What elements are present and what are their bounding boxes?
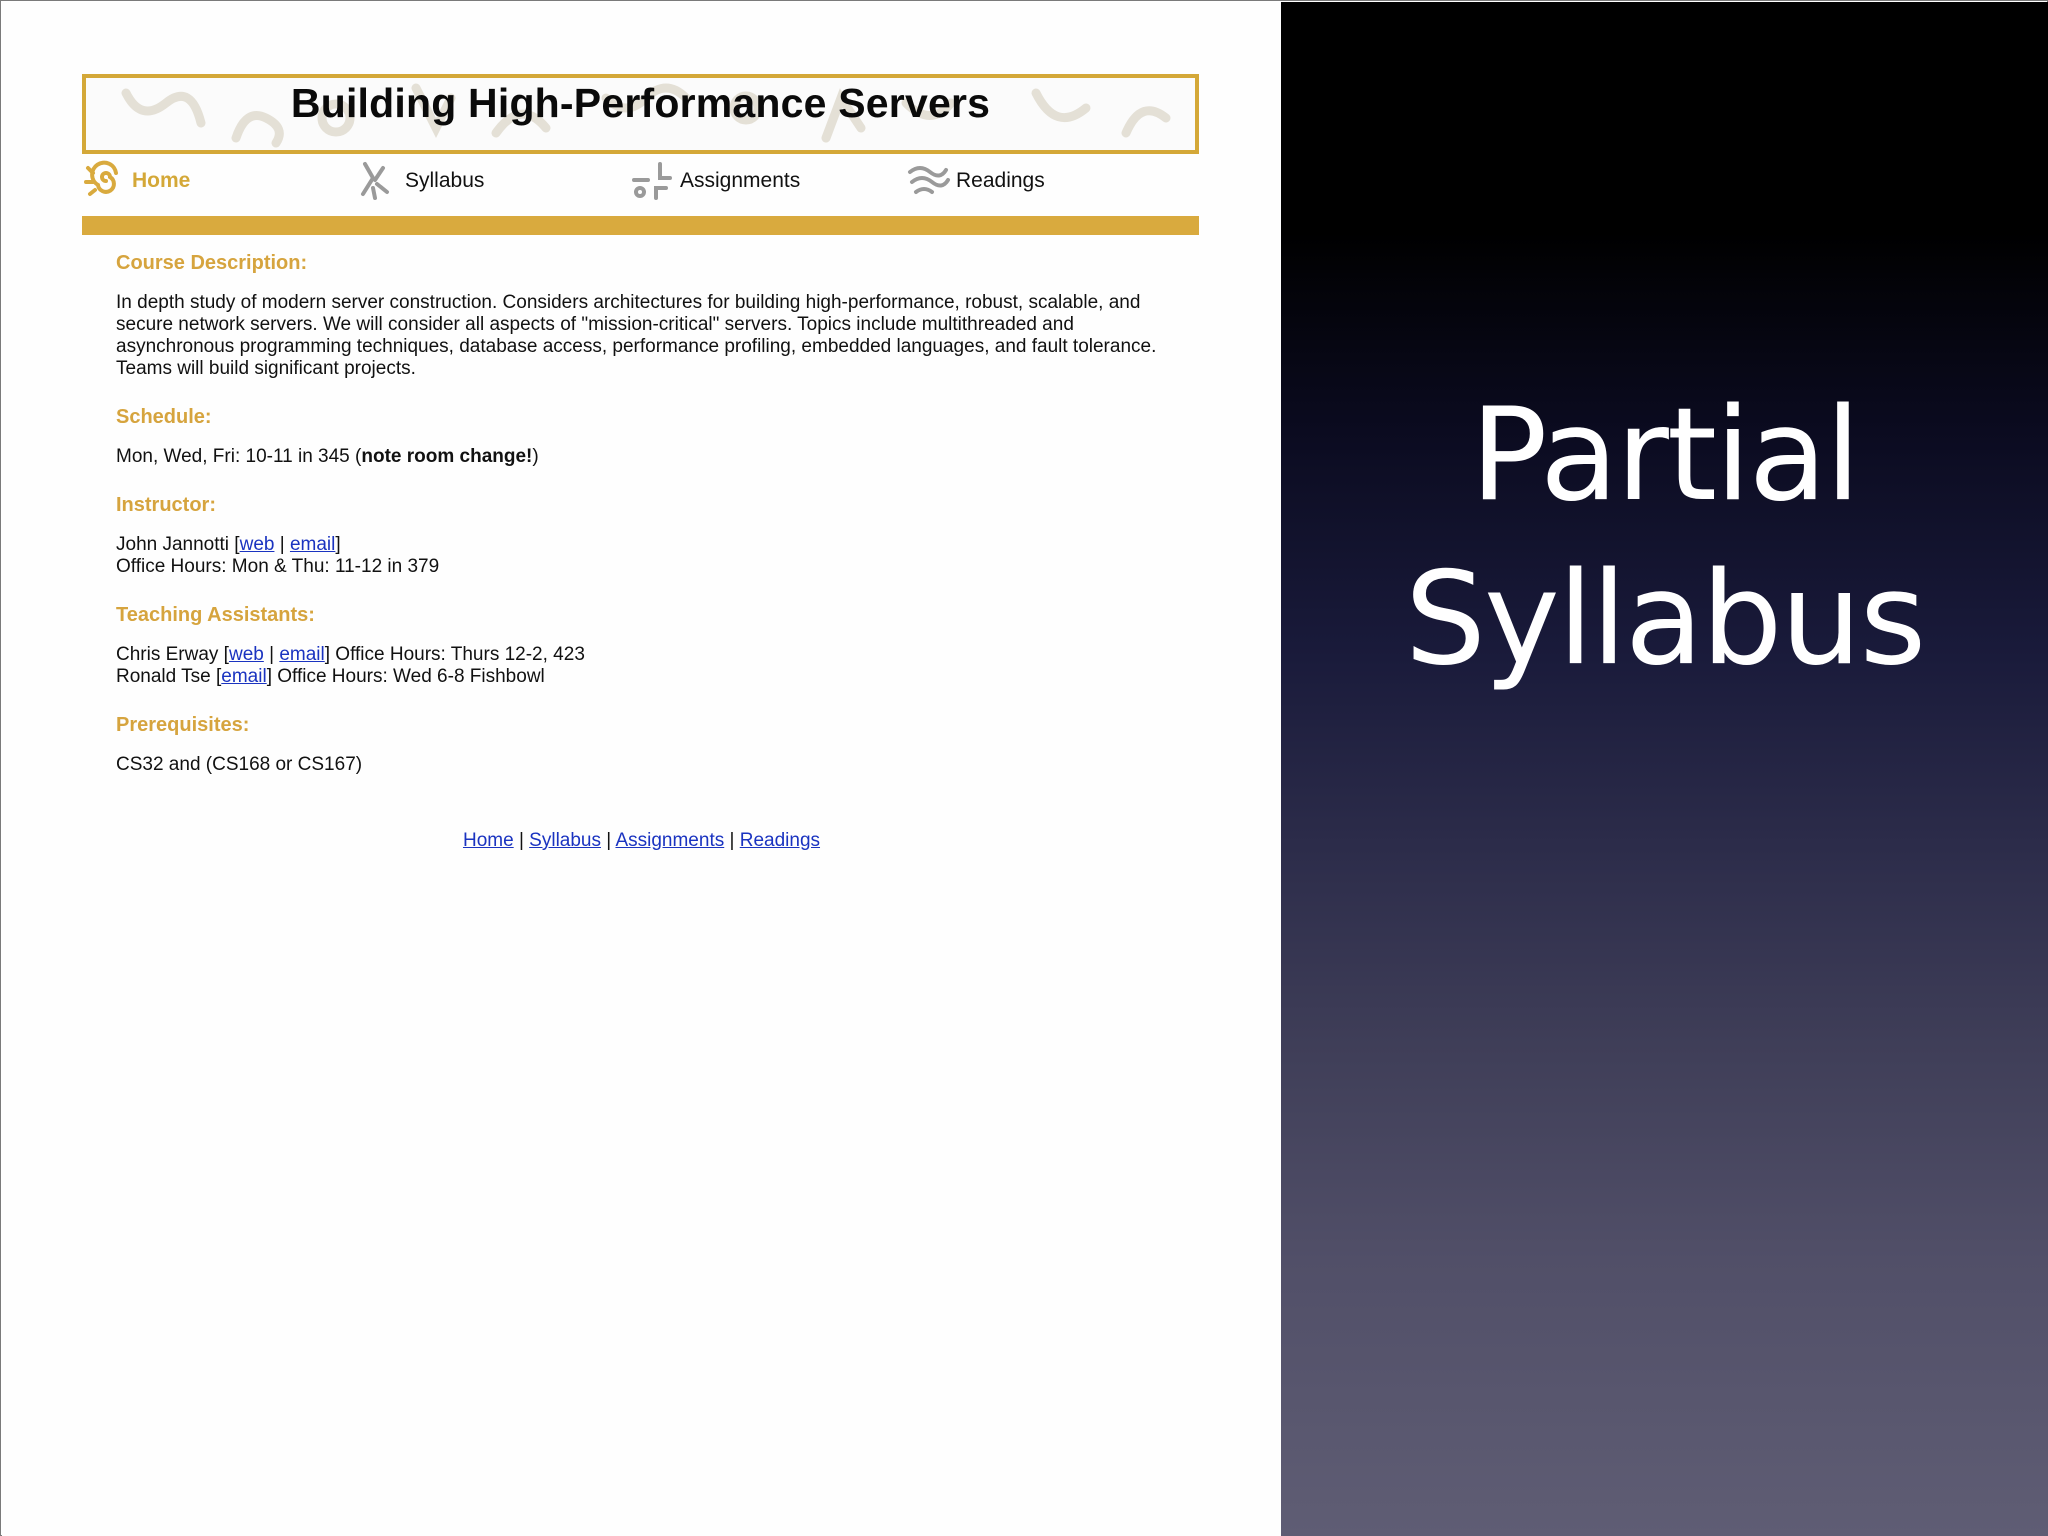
nav-bar	[82, 154, 1199, 208]
instructor-office-hours: Office Hours: Mon & Thu: 11-12 in 379	[116, 556, 440, 577]
prerequisites-text: CS32 and (CS168 or CS167)	[116, 754, 363, 775]
instructor-heading: Instructor:	[116, 494, 216, 516]
room-change-note: note room change!	[361, 446, 533, 467]
footer-link-assignments[interactable]: Assignments	[615, 830, 725, 851]
nav-readings[interactable]	[906, 154, 1045, 208]
course-description-text: In depth study of modern server construction. Considers architectures for building high-performance, robust, scalable, and secure network servers. We will consider all aspects of "mission-critical" servers. Topics include multithreaded and asynchronous programming techniques, database access, performance profiling, embedded languages, and fault tolerance. Teams will build significant projects.	[116, 292, 1157, 379]
slide-title-line1: Partial	[1470, 381, 1859, 530]
instructor-name: John Jannotti [	[116, 534, 240, 555]
nav-syllabus[interactable]	[355, 154, 484, 208]
footer-link-home[interactable]: Home	[462, 830, 514, 851]
teaching-assistants-heading: Teaching Assistants:	[116, 604, 315, 626]
glyph-icon	[630, 158, 676, 204]
schedule-heading: Schedule:	[116, 406, 212, 428]
wave-icon	[906, 158, 952, 204]
course-webpage	[2, 2, 1281, 1536]
instructor-web-link[interactable]: web	[239, 534, 275, 555]
slide-title-line2: Syllabus	[1404, 545, 1925, 694]
page-banner	[82, 74, 1199, 154]
ta1-office-hours: ] Office Hours: Thurs 12-2, 423	[324, 644, 585, 665]
footer-separator: |	[724, 830, 740, 851]
schedule-time: Mon, Wed, Fri: 10-11 in 345 (	[116, 446, 362, 467]
nav-assignments[interactable]	[630, 154, 800, 208]
spiral-icon	[82, 158, 128, 204]
ta2-office-hours: ] Office Hours: Wed 6-8 Fishbowl	[266, 666, 545, 687]
footer-separator: |	[601, 830, 616, 851]
schedule-text	[116, 446, 1176, 468]
footer-link-readings[interactable]: Readings	[739, 830, 821, 851]
ta2-email-link[interactable]: email	[221, 666, 267, 687]
nav-syllabus-label: Syllabus	[405, 169, 485, 192]
slide-title-panel	[1281, 2, 2048, 1536]
footer-nav	[2, 830, 1281, 852]
separator: |	[274, 534, 290, 555]
course-description-heading: Course Description:	[116, 252, 308, 274]
nav-home[interactable]	[82, 154, 190, 208]
page-content	[116, 248, 1176, 798]
squiggle-icon	[355, 158, 401, 204]
ta1-email-link[interactable]: email	[279, 644, 325, 665]
nav-readings-label: Readings	[956, 169, 1045, 192]
ta1-web-link[interactable]: web	[228, 644, 264, 665]
nav-home-label: Home	[132, 169, 191, 192]
nav-assignments-label: Assignments	[680, 169, 801, 192]
footer-separator: |	[513, 830, 530, 851]
teaching-assistants-info	[116, 644, 1176, 688]
ta1-name: Chris Erway [	[116, 644, 229, 665]
bracket-close: ]	[335, 534, 341, 555]
schedule-close: )	[532, 446, 539, 467]
instructor-info	[116, 534, 1176, 578]
instructor-email-link[interactable]: email	[289, 534, 336, 555]
footer-link-syllabus[interactable]: Syllabus	[529, 830, 601, 851]
prerequisites-heading: Prerequisites:	[116, 714, 250, 736]
ta2-name: Ronald Tse [	[116, 666, 222, 687]
page-title: Building High-Performance Servers	[290, 80, 991, 126]
separator: |	[263, 644, 280, 665]
slide-title	[1281, 374, 2048, 702]
nav-divider	[82, 216, 1199, 235]
